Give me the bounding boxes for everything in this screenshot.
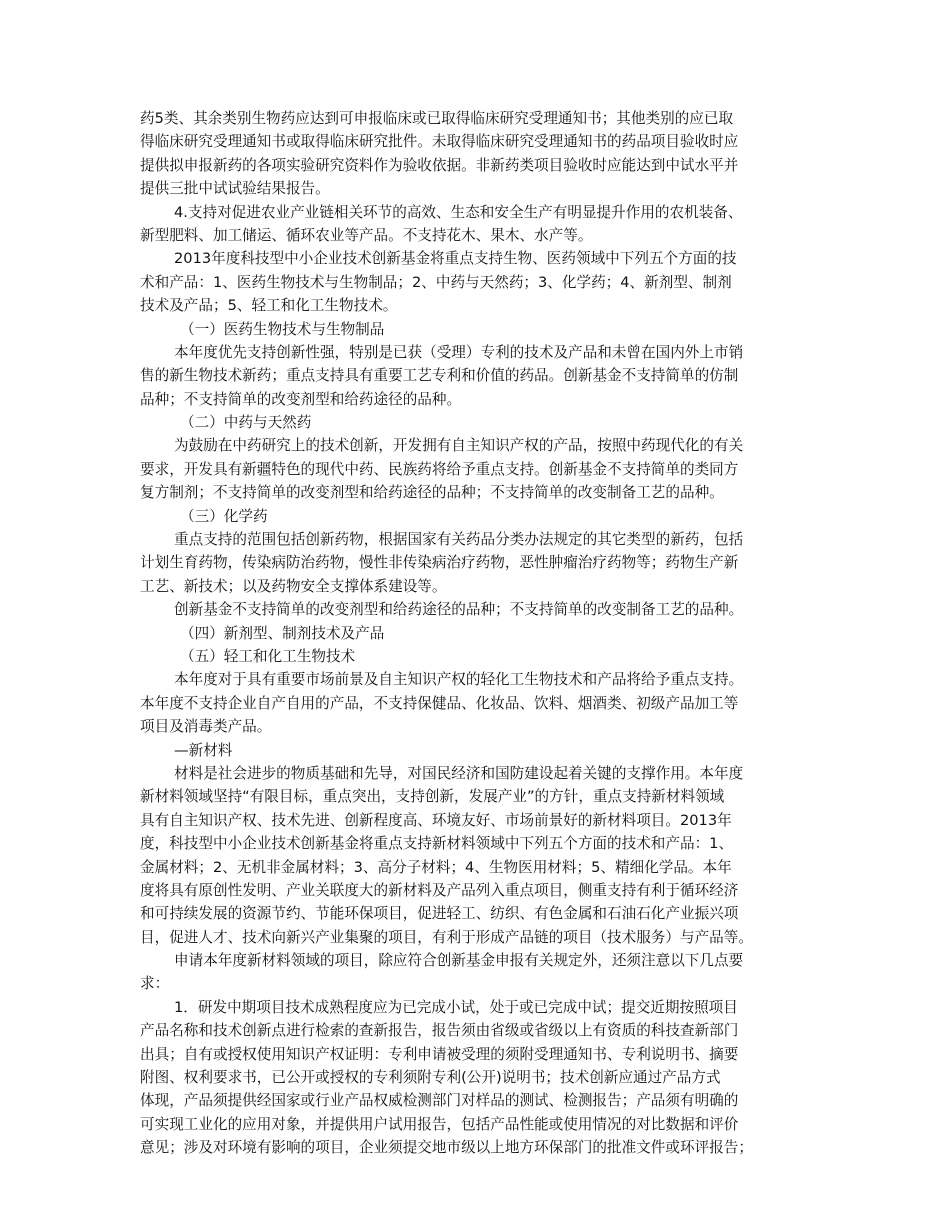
text-line: 4.支持对促进农业产业链相关环节的高效、生态和安全生产有明显提升作用的农机装备、 bbox=[174, 203, 743, 221]
text-line: 度，科技型中小企业技术创新基金将重点支持新材料领域中下列五个方面的技术和产品：1、 bbox=[140, 835, 734, 853]
text-line: 计划生育药物，传染病防治药物，慢性非传染病治疗药物，恶性肿瘤治疗药物等；药物生产新 bbox=[140, 554, 739, 572]
text-line: —新材料 bbox=[174, 741, 233, 759]
text-line: 品种；不支持简单的改变剂型和给药途径的品种。 bbox=[140, 390, 462, 408]
text-line: 药5类、其余类别生物药应达到可申报临床或已取得临床研究受理通知书；其他类别的应已取 bbox=[140, 110, 734, 127]
text-line: 售的新生物技术新药；重点支持具有重要工艺专利和价值的药品。创新基金不支持简单的仿制 bbox=[140, 367, 739, 385]
text-line: 意见；涉及对环境有影响的项目，企业须提交地市级以上地方环保部门的批准文件或环评报告； bbox=[140, 1139, 753, 1157]
text-line: 要求，开发具有新疆特色的现代中药、民族药将给予重点支持。创新基金不支持简单的类同方 bbox=[140, 460, 739, 478]
text-line: 本年度对于具有重要市场前景及自主知识产权的轻化工生物技术和产品将给予重点支持。 bbox=[174, 671, 744, 689]
text-line: 提供拟申报新药的各项实验研究资料作为验收依据。非新药类项目验收时应能达到中试水平并 bbox=[140, 156, 739, 174]
text-line: 材料是社会进步的物质基础和先导，对国民经济和国防建设起着关键的支撑作用。本年度 bbox=[174, 764, 744, 782]
text-line: 技术及产品；5、轻工和化工生物技术。 bbox=[140, 297, 398, 315]
text-line: 项目及消毒类产品。 bbox=[140, 718, 272, 736]
text-line: 附图、权利要求书，已公开或授权的专利须附专利(公开)说明书；技术创新应通过产品方式 bbox=[140, 1069, 721, 1087]
text-line: 新材料领域坚持“有限目标，重点突出，支持创新，发展产业”的方针，重点支持新材料领域 bbox=[140, 788, 725, 806]
text-line: 出具；自有或授权使用知识产权证明：专利申请被受理的须附受理通知书、专利说明书、摘要 bbox=[140, 1045, 739, 1063]
text-line: （四）新剂型、制剂技术及产品 bbox=[180, 624, 385, 642]
text-line: 体现，产品须提供经国家或行业产品权威检测部门对样品的测试、检测报告；产品须有明确的 bbox=[140, 1092, 739, 1110]
text-line: 得临床研究受理通知书或取得临床研究批件。未取得临床研究受理通知书的药品项目验收时应 bbox=[140, 133, 739, 151]
document-body bbox=[140, 107, 824, 1160]
text-line: 本年度优先支持创新性强，特别是已获（受理）专利的技术及产品和未曾在国内外上市销 bbox=[174, 343, 744, 361]
text-line: 重点支持的范围包括创新药物，根据国家有关药品分类办法规定的其它类型的新药，包括 bbox=[174, 531, 744, 549]
text-line: 度将具有原创性发明、产业关联度大的新材料及产品列入重点项目，侧重支持有利于循环经济 bbox=[140, 881, 739, 899]
text-line: 本年度不支持企业自产自用的产品，不支持保健品、化妆品、饮料、烟酒类、初级产品加工等 bbox=[140, 694, 739, 712]
text-line: 新型肥料、加工储运、循环农业等产品。不支持花木、果木、水产等。 bbox=[140, 226, 593, 244]
text-line: （三）化学药 bbox=[180, 507, 268, 525]
text-line: （一）医药生物技术与生物制品 bbox=[180, 320, 385, 338]
text-line: （五）轻工和化工生物技术 bbox=[180, 647, 356, 665]
text-line: 申请本年度新材料领域的项目，除应符合创新基金申报有关规定外，还须注意以下几点要 bbox=[174, 952, 744, 970]
text-line: 创新基金不支持简单的改变剂型和给药途径的品种；不支持简单的改变制备工艺的品种。 bbox=[174, 601, 744, 619]
text-line: 求： bbox=[140, 975, 170, 993]
text-line: 金属材料；2、无机非金属材料；3、高分子材料；4、生物医用材料；5、精细化学品。本年 bbox=[140, 858, 732, 876]
text-line: 提供三批中试试验结果报告。 bbox=[140, 180, 330, 198]
text-line: 术和产品：1、医药生物技术与生物制品；2、中药与天然药；3、化学药；4、新剂型、制剂 bbox=[140, 273, 732, 291]
text-line: 产品名称和技术创新点进行检索的查新报告，报告须由省级或省级以上有资质的科技查新部门 bbox=[140, 1022, 739, 1040]
text-line: 具有自主知识产权、技术先进、创新程度高、环境友好、市场前景好的新材料项目。2013年 bbox=[140, 811, 732, 829]
text-line: 工艺、新技术；以及药物安全支撑体系建设等。 bbox=[140, 577, 447, 595]
text-line: 可实现工业化的应用对象，并提供用户试用报告，包括产品性能或使用情况的对比数据和评价 bbox=[140, 1115, 739, 1133]
text-line: 和可持续发展的资源节约、节能环保项目，促进轻工、纺织、有色金属和石油石化产业振兴项 bbox=[140, 905, 739, 923]
text-line: （二）中药与天然药 bbox=[180, 414, 312, 432]
text-line: 1．研发中期项目技术成熟程度应为已完成小试，处于或已完成中试；提交近期按照项目 bbox=[174, 998, 738, 1016]
text-line: 复方制剂；不支持简单的改变剂型和给药途径的品种；不支持简单的改变制备工艺的品种。 bbox=[140, 484, 724, 502]
text-line: 2013年度科技型中小企业技术创新基金将重点支持生物、医药领域中下列五个方面的技 bbox=[174, 250, 737, 268]
text-line: 目，促进人才、技术向新兴产业集聚的项目，有利于形成产品链的项目（技术服务）与产品等。 bbox=[140, 928, 753, 946]
text-line: 为鼓励在中药研究上的技术创新，开发拥有自主知识产权的产品，按照中药现代化的有关 bbox=[174, 437, 744, 455]
